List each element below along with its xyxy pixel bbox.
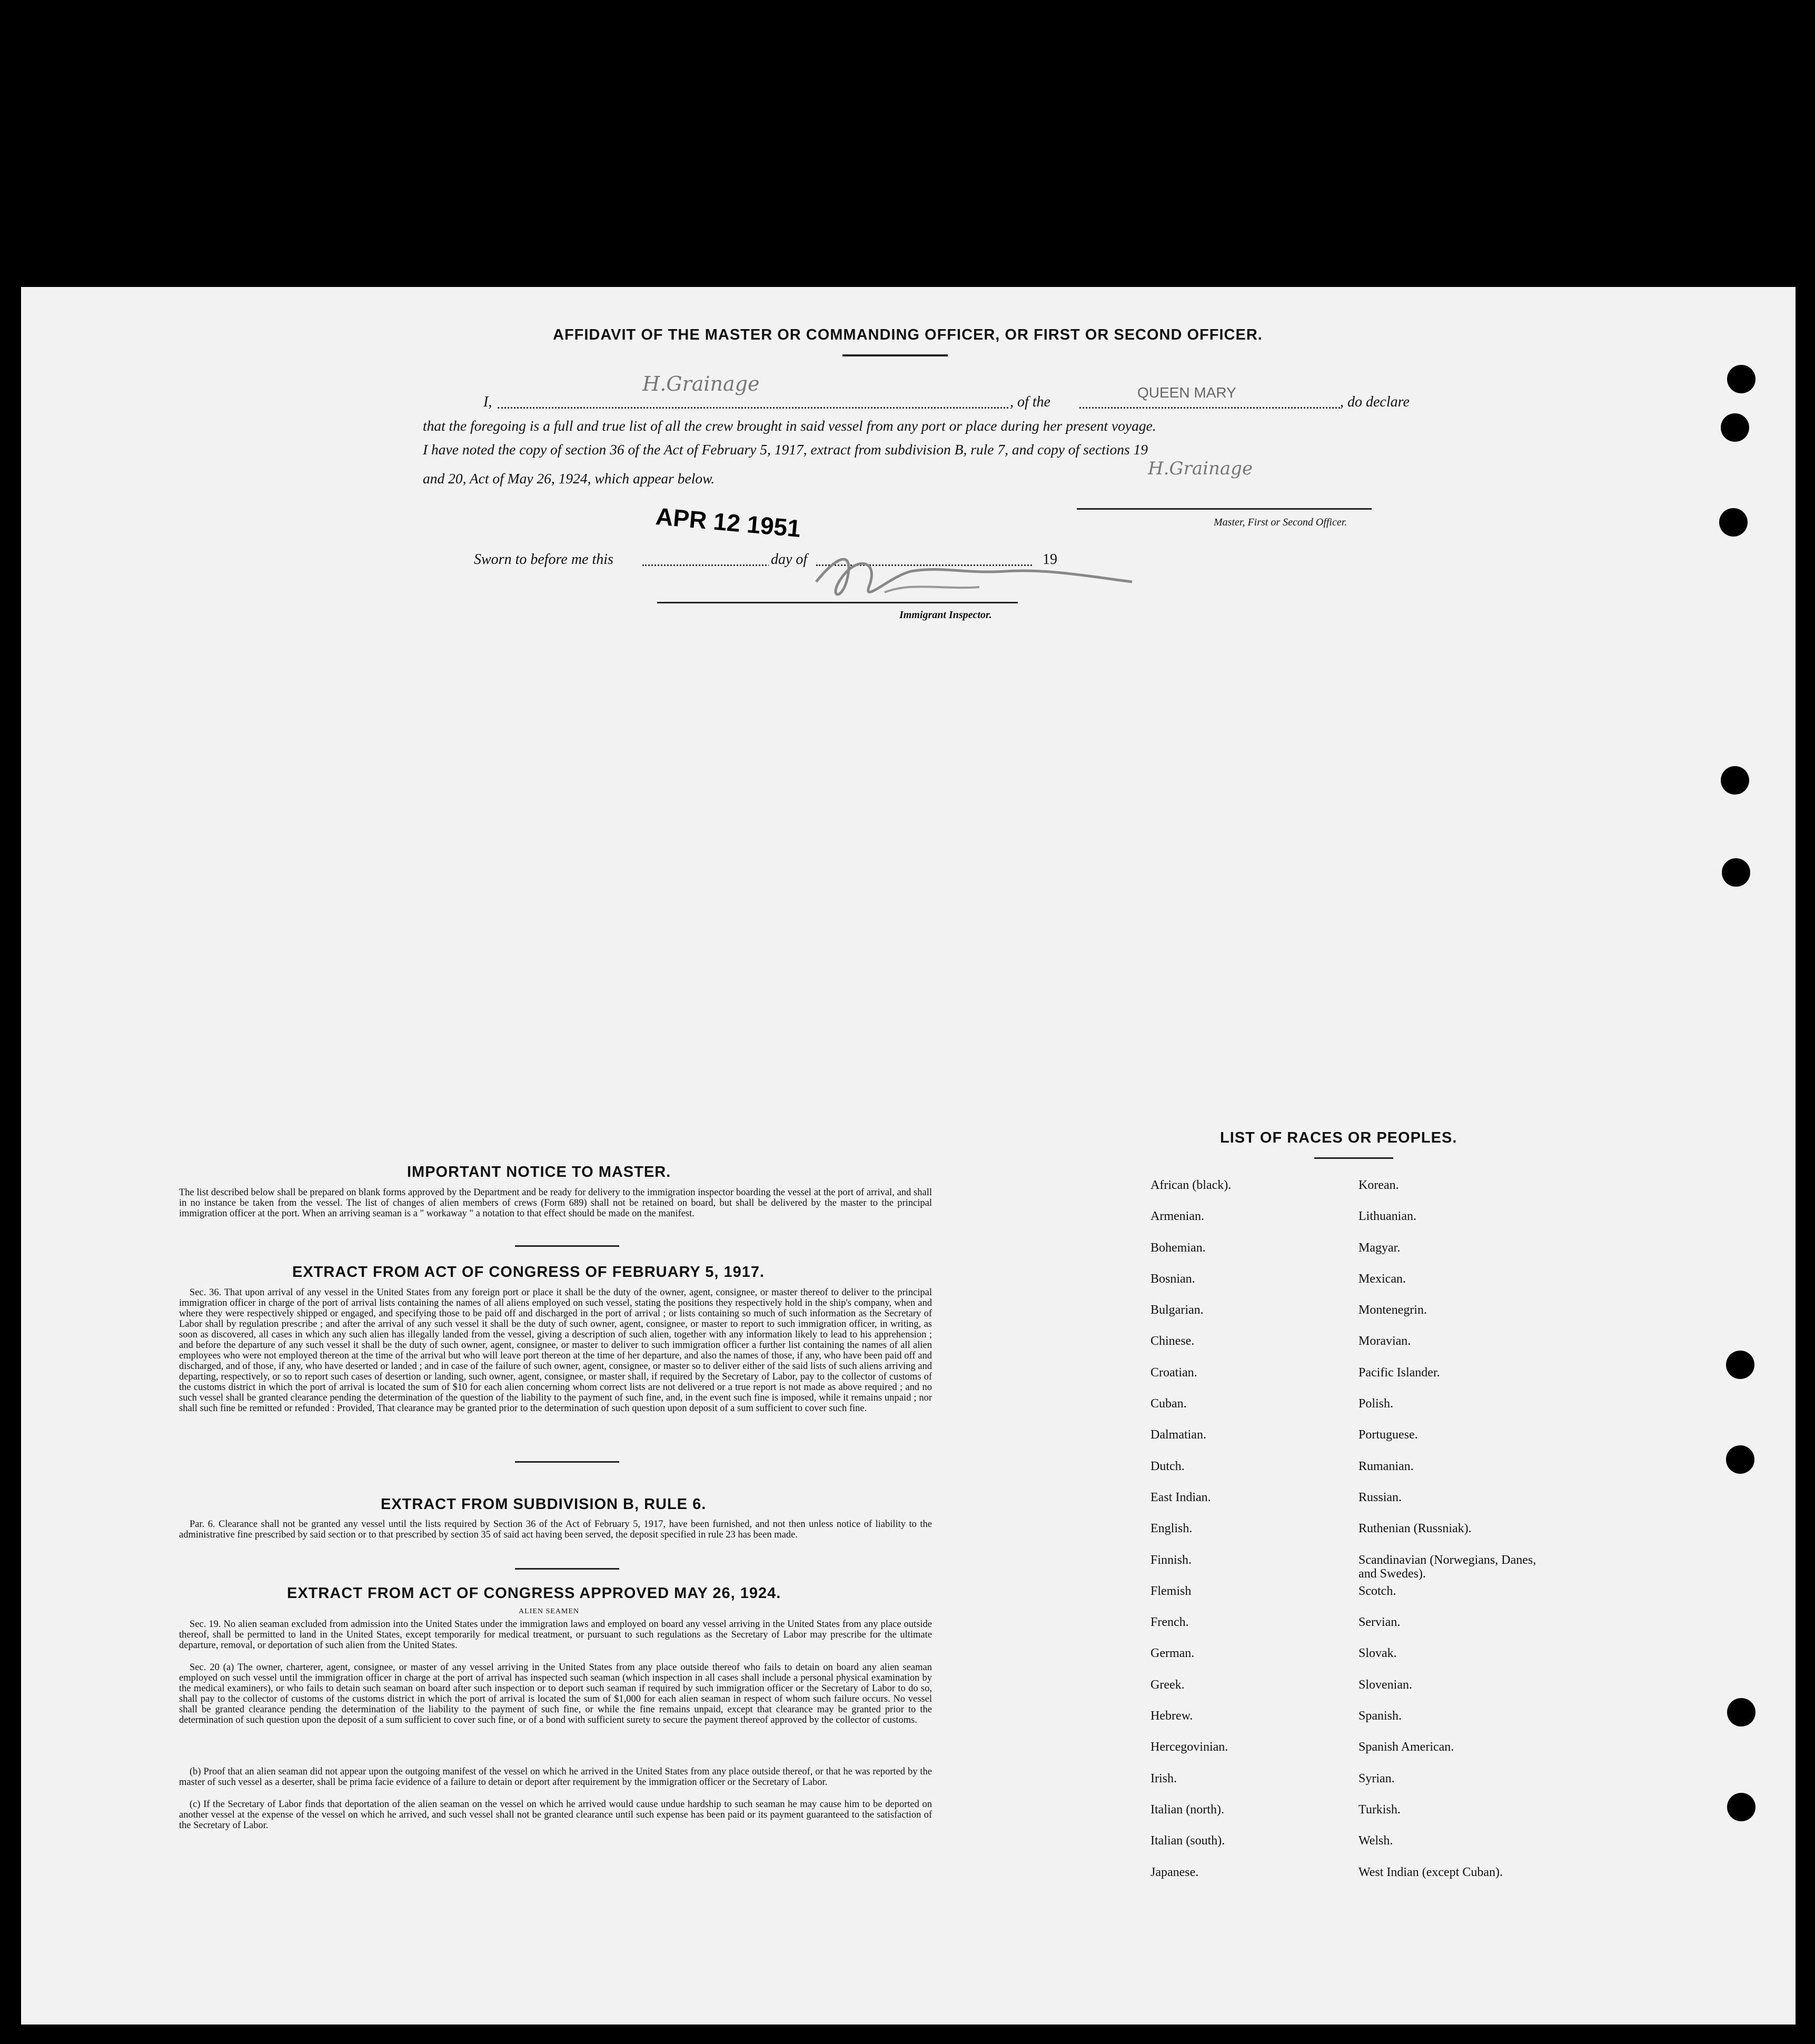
- extract-rule6-title: EXTRACT FROM SUBDIVISION B, RULE 6.: [381, 1496, 707, 1513]
- extract-1924-sec20a: Sec. 20 (a) The owner, charterer, agent, consignee, or master of any vessel arriving in the United States from any place outside thereof who fails to detain on board any alien seaman employed on such vessel until the immigration officer in charge at the port of arrival has inspected such seaman (which inspection in all cases shall include a personal physical examination by the medical examiners), or who fails to detain such seaman on board after such inspection or to deport such seaman if required by such immigration officer or the Secretary of Labor to do so, shall pay to the collector of customs of the customs district in which the port of arrival is located the sum of $1,000 for each alien seaman in respect of whom such failure occurs. No vessel shall be granted clearance pending the determination of the liability to the payment of such fine, or while the fine remains unpaid, except that clearance may be granted prior to the determination of such question upon the deposit of a sum sufficient to cover such fine, or of a bond with sufficient surety to secure the payment thereof approved by the collector of customs.: [179, 1662, 932, 1725]
- race-item: Dutch.: [1151, 1459, 1185, 1473]
- do-declare-label: , do declare: [1340, 394, 1410, 410]
- extract-1917-divider: [515, 1461, 619, 1463]
- i-label: I,: [483, 394, 492, 410]
- notice-divider: [515, 1245, 619, 1247]
- affidavit-line-1: that the foregoing is a full and true list of all the crew brought in said vessel from any port or place during her present voyage.: [423, 418, 1156, 434]
- race-item: Spanish.: [1358, 1709, 1402, 1723]
- races-left-column: [1151, 1178, 1351, 1897]
- sworn-label: Sworn to before me this: [474, 551, 613, 568]
- race-item: Portuguese.: [1358, 1428, 1418, 1442]
- extract-1924-sec20c: (c) If the Secretary of Labor finds that deportation of the alien seaman on the vessel on which he arrived would cause undue hardship to such seaman he may cause him to be deported on another vessel at the expense of the vessel on which he arrived, and such vessel shall not be granted clearance until such expense has been paid or its payment guaranteed to the satisfaction of the Secretary of Labor.: [179, 1799, 932, 1831]
- race-item: Cuban.: [1151, 1397, 1187, 1411]
- title-underline: [842, 354, 948, 356]
- race-item: Turkish.: [1358, 1802, 1401, 1817]
- inspector-signature-line: [657, 602, 1018, 603]
- of-the-label: , of the: [1010, 394, 1050, 410]
- extract-1917-text: Sec. 36. That upon arrival of any vessel in the United States from any foreign port or place it shall be the duty of the owner, agent, consignee, or master thereof to deliver to the principal immigration officer in charge of the port of arrival lists containing the names of all aliens employed on such vessel, stating the positions they respectively hold in the ship's company, when and where they were respectively shipped or engaged, and specifying those to be paid off and discharged in the port of arrival ; or lists containing so much of such information as the Secretary of Labor shall by regulation prescribe ; and after the arrival of any such vessel it shall be the duty of such owner, agent, consignee, or master to report to such immigration officer, in writing, as soon as discovered, all cases in which any such alien has illegally landed from the vessel, giving a description of such alien, together with any information likely to lead to his apprehension ; and before the departure of any such vessel it shall be the duty of such owner, agent, consignee, or master to deliver to such immigration officer a further list containing the names of all alien employees who were not employed thereon at the time of the arrival but who will leave port thereon at the time of her departure, and also the names of those, if any, who have been paid off and discharged, and of those, if any, who have deserted or landed ; and in case of the failure of such owner, agent, consignee, or master so to deliver either of the said lists of such aliens arriving and departing, respectively, or so to report such cases of desertion or landing, such owner, agent, consignee, or master shall, if required by the Secretary of Labor, pay to the collector of customs of the customs district in which the port of arrival is located the sum of $10 for each alien concerning whom correct lists are not delivered or a true report is not made as above required ; and no such vessel shall be granted clearance pending the determination of the question of the liability to the payment of such fine, and, in the event such fine is imposed, while it remains unpaid ; nor shall such fine be remitted or refunded : Provided, That clearance may be granted prior to the determination of such question upon deposit of a sum sufficient to cover such fine.: [179, 1287, 932, 1414]
- punch-hole: [1722, 858, 1750, 887]
- punch-hole: [1726, 1351, 1754, 1379]
- race-item: Slovenian.: [1358, 1678, 1412, 1692]
- punch-hole: [1721, 413, 1749, 442]
- sworn-day-line: [642, 564, 782, 566]
- race-item: Magyar.: [1358, 1241, 1401, 1255]
- races-title-underline: [1314, 1157, 1393, 1159]
- master-signature-line: [1077, 508, 1372, 510]
- race-item: Greek.: [1151, 1678, 1185, 1692]
- race-item: German.: [1151, 1646, 1195, 1661]
- race-item: Lithuanian.: [1358, 1209, 1416, 1224]
- race-item: African (black).: [1151, 1178, 1232, 1192]
- race-item: Spanish American.: [1358, 1740, 1454, 1754]
- race-item: Mexican.: [1358, 1272, 1406, 1286]
- race-item: Pacific Islander.: [1358, 1365, 1440, 1380]
- race-item: Slovak.: [1358, 1646, 1397, 1661]
- race-item: Scandinavian (Norwegians, Danes, and Swedes).: [1358, 1553, 1536, 1581]
- extract-rule6-divider: [515, 1568, 619, 1570]
- race-item: Korean.: [1358, 1178, 1399, 1192]
- punch-hole: [1719, 508, 1748, 537]
- punch-hole: [1727, 365, 1756, 393]
- affidavit-line-3: and 20, Act of May 26, 1924, which appear below.: [423, 470, 715, 487]
- race-item: Armenian.: [1151, 1209, 1204, 1224]
- race-item: Moravian.: [1358, 1334, 1411, 1348]
- extract-rule6-text: Par. 6. Clearance shall not be granted any vessel until the lists required by Section 36 of the Act of February 5, 1917, have been furnished, and not then unless notice of liability to the administrative fine prescribed by said section or to that prescribed by section 35 of said act having been served, the deposit specified in rule 23 has been made.: [179, 1519, 932, 1540]
- races-title: LIST OF RACES OR PEOPLES.: [1220, 1129, 1457, 1146]
- inspector-signature: [806, 545, 1143, 608]
- punch-hole: [1721, 766, 1749, 795]
- race-item: Irish.: [1151, 1771, 1177, 1785]
- race-item: Bulgarian.: [1151, 1303, 1204, 1317]
- race-item: English.: [1151, 1522, 1193, 1536]
- race-item: Italian (north).: [1151, 1802, 1224, 1817]
- race-item: Polish.: [1358, 1397, 1394, 1411]
- punch-hole: [1727, 1698, 1756, 1727]
- day-of-label: day of: [769, 551, 809, 568]
- race-item: Scotch.: [1358, 1584, 1396, 1598]
- race-item: Syrian.: [1358, 1771, 1395, 1785]
- document-page: [21, 287, 1796, 2025]
- race-item: Servian.: [1358, 1615, 1401, 1630]
- race-item: Japanese.: [1151, 1865, 1199, 1879]
- race-item: Croatian.: [1151, 1365, 1197, 1380]
- race-item: Welsh.: [1358, 1834, 1393, 1848]
- race-item: Chinese.: [1151, 1334, 1195, 1348]
- extract-1924-sec19: Sec. 19. No alien seaman excluded from admission into the United States under the immigration laws and employed on board any vessel arriving in the United States from any place outside thereof, shall be permitted to land in the United States, except temporarily for medical treatment, or pursuant to such regulations as the Secretary of Labor may prescribe for the ultimate departure, removal, or deportation of such alien from the United States.: [179, 1619, 932, 1651]
- date-stamp: APR 12 1951: [654, 502, 802, 542]
- notice-text: The list described below shall be prepared on blank forms approved by the Department and be ready for delivery to the immigration inspector boarding the vessel at the port of arrival, and shall in no instance be taken from the vessel. The list of changes of alien members of crews (Form 689) shall not be retained on board, but shall be delivered by the master to the principal immigration officer at the port. When an arriving seaman is a " workaway " a notation to that effect should be made on the manifest.: [179, 1187, 932, 1219]
- race-item: West Indian (except Cuban).: [1358, 1865, 1503, 1879]
- name-line: [498, 407, 1008, 409]
- race-item: Russian.: [1358, 1490, 1402, 1504]
- race-item: Flemish: [1151, 1584, 1192, 1598]
- races-right-column: [1358, 1178, 1548, 1897]
- race-item: Finnish.: [1151, 1553, 1192, 1567]
- race-item: Bohemian.: [1151, 1241, 1206, 1255]
- punch-hole: [1726, 1445, 1754, 1474]
- race-item: Italian (south).: [1151, 1834, 1225, 1848]
- notice-title: IMPORTANT NOTICE TO MASTER.: [407, 1164, 671, 1180]
- affidavit-line-2: I have noted the copy of section 36 of the Act of February 5, 1917, extract from subdivision B, rule 7, and copy of sections 19: [423, 441, 1148, 458]
- affidavit-title: AFFIDAVIT OF THE MASTER OR COMMANDING OFFICER, OR FIRST OR SECOND OFFICER.: [553, 326, 1263, 343]
- race-item: Hercegovinian.: [1151, 1740, 1228, 1754]
- master-label: Master, First or Second Officer.: [1214, 517, 1347, 528]
- race-item: Montenegrin.: [1358, 1303, 1427, 1317]
- race-item: Bosnian.: [1151, 1272, 1195, 1286]
- race-item: French.: [1151, 1615, 1189, 1630]
- race-item: East Indian.: [1151, 1490, 1211, 1504]
- year-label: 19: [1043, 551, 1057, 568]
- vessel-line: [1079, 407, 1340, 409]
- race-item: Rumanian.: [1358, 1459, 1414, 1473]
- race-item: Ruthenian (Russniak).: [1358, 1522, 1472, 1536]
- vessel-name: QUEEN MARY: [1137, 384, 1236, 401]
- race-item: Dalmatian.: [1151, 1428, 1206, 1442]
- master-signature: H.Grainage: [1148, 458, 1253, 479]
- punch-hole: [1727, 1793, 1756, 1821]
- officer-signature: H.Grainage: [642, 372, 760, 395]
- extract-1917-title: EXTRACT FROM ACT OF CONGRESS OF FEBRUARY 5, 1917.: [292, 1264, 765, 1281]
- extract-1924-subtitle: ALIEN SEAMEN: [519, 1608, 580, 1615]
- race-item: Hebrew.: [1151, 1709, 1193, 1723]
- inspector-label: Immigrant Inspector.: [899, 609, 992, 621]
- extract-1924-title: EXTRACT FROM ACT OF CONGRESS APPROVED MAY 26, 1924.: [287, 1585, 781, 1602]
- extract-1924-sec20b: (b) Proof that an alien seaman did not appear upon the outgoing manifest of the vessel on which he arrived in the United States from any place outside thereof, or that he was reported by the master of such vessel as a deserter, shall be prima facie evidence of a failure to detain or deport after requirement by the immigration officer or the Secretary of Labor.: [179, 1767, 932, 1788]
